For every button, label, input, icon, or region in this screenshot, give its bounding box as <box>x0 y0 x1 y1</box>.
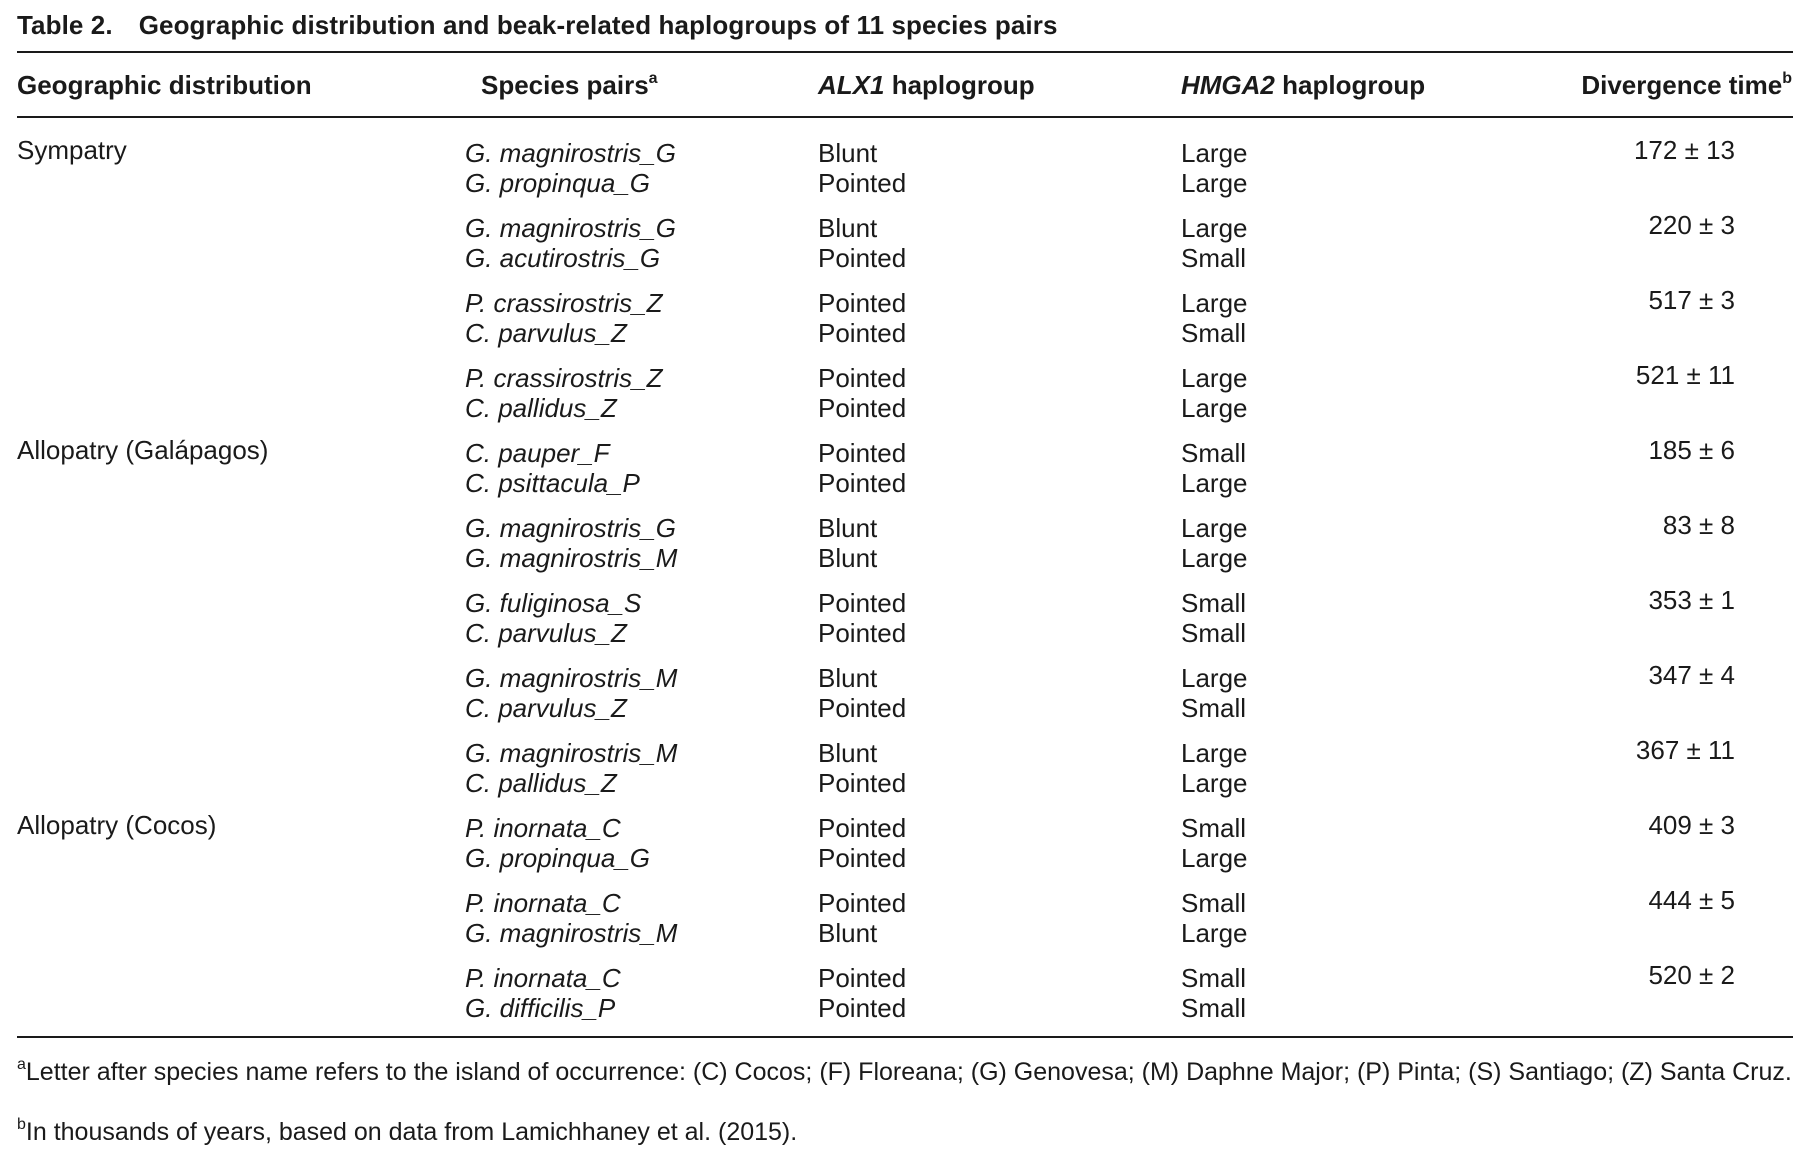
alx1-cell: Pointed <box>818 363 907 393</box>
divergence-cell: 172 ± 13 <box>1633 135 1735 165</box>
hmga2-cell: Large <box>1181 288 1248 318</box>
species-cell: G. propinqua_G <box>465 168 651 198</box>
alx1-cell: Pointed <box>818 618 907 648</box>
hmga2-cell: Large <box>1181 468 1248 498</box>
hmga2-cell: Large <box>1181 843 1248 873</box>
hmga2-cell: Large <box>1181 918 1248 948</box>
alx1-cell: Pointed <box>818 813 907 843</box>
hmga2-cell: Small <box>1181 618 1247 648</box>
divergence-cell: 409 ± 3 <box>1648 810 1735 840</box>
species-cell: P. crassirostris_Z <box>465 288 663 318</box>
alx1-cell: Pointed <box>818 288 907 318</box>
species-cell: C. pallidus_Z <box>465 393 617 423</box>
species-cell: G. fuliginosa_S <box>465 588 642 618</box>
hmga2-cell: Large <box>1181 213 1248 243</box>
header-species-pairs: Species pairs$^a$ <box>481 70 658 100</box>
divergence-cell: 353 ± 1 <box>1648 585 1735 615</box>
hmga2-cell: Small <box>1181 813 1247 843</box>
hmga2-cell: Large <box>1181 768 1248 798</box>
hmga2-cell: Large <box>1181 393 1248 423</box>
divergence-cell: 367 ± 11 <box>1635 735 1735 765</box>
species-cell: G. acutirostris_G <box>465 243 661 273</box>
hmga2-cell: Small <box>1181 888 1247 918</box>
species-cell: C. pauper_F <box>465 438 610 468</box>
alx1-cell: Pointed <box>818 588 907 618</box>
divergence-cell: 521 ± 11 <box>1635 360 1735 390</box>
footnote-a: $^a$Letter after species name refers to the island of occurrence: (C) Cocos; (F) Floreana; (G) Genovesa; (M) Daphne Major; (P) Pinta; (S) Santiago; (Z) Santa Cruz. <box>17 1056 1792 1086</box>
alx1-cell: Pointed <box>818 243 907 273</box>
alx1-cell: Pointed <box>818 393 907 423</box>
header-divergence-time: Divergence time$^b$ <box>1581 70 1792 100</box>
alx1-cell: Pointed <box>818 468 907 498</box>
alx1-cell: Pointed <box>818 318 907 348</box>
alx1-cell: Blunt <box>818 543 878 573</box>
species-cell: C. pallidus_Z <box>465 768 617 798</box>
species-cell: G. difficilis_P <box>465 993 616 1023</box>
alx1-cell: Blunt <box>818 138 878 168</box>
hmga2-cell: Large <box>1181 543 1248 573</box>
hmga2-cell: Large <box>1181 738 1248 768</box>
species-cell: C. psittacula_P <box>465 468 640 498</box>
hmga2-cell: Large <box>1181 513 1248 543</box>
alx1-cell: Blunt <box>818 663 878 693</box>
alx1-cell: Blunt <box>818 513 878 543</box>
species-cell: P. inornata_C <box>465 888 621 918</box>
table-label: Table 2. <box>17 10 113 40</box>
alx1-cell: Pointed <box>818 438 907 468</box>
footnote-marker-b: b <box>1782 70 1792 87</box>
species-cell: G. magnirostris_M <box>465 918 678 948</box>
hmga2-cell: Small <box>1181 588 1247 618</box>
alx1-cell: Blunt <box>818 213 878 243</box>
alx1-cell: Pointed <box>818 693 907 723</box>
hmga2-cell: Small <box>1181 243 1247 273</box>
divergence-cell: 520 ± 2 <box>1648 960 1735 990</box>
species-cell: P. inornata_C <box>465 813 621 843</box>
hmga2-cell: Small <box>1181 963 1247 993</box>
header-geographic-distribution: Geographic distribution <box>17 70 312 100</box>
distribution-cell: Sympatry <box>17 135 127 165</box>
footnote-marker-a: a <box>648 70 658 87</box>
alx1-cell: Pointed <box>818 768 907 798</box>
species-cell: G. magnirostris_G <box>465 138 676 168</box>
species-cell: P. crassirostris_Z <box>465 363 663 393</box>
alx1-cell: Pointed <box>818 168 907 198</box>
alx1-cell: Blunt <box>818 738 878 768</box>
alx1-cell: Blunt <box>818 918 878 948</box>
species-cell: G. magnirostris_G <box>465 513 676 543</box>
species-cell: G. magnirostris_M <box>465 543 678 573</box>
divergence-cell: 444 ± 5 <box>1648 885 1735 915</box>
hmga2-cell: Small <box>1181 993 1247 1023</box>
hmga2-cell: Large <box>1181 138 1248 168</box>
species-cell: G. magnirostris_M <box>465 663 678 693</box>
divergence-cell: 517 ± 3 <box>1648 285 1735 315</box>
hmga2-cell: Small <box>1181 318 1247 348</box>
species-cell: P. inornata_C <box>465 963 621 993</box>
hmga2-cell: Small <box>1181 693 1247 723</box>
alx1-cell: Pointed <box>818 888 907 918</box>
distribution-cell: Allopatry (Cocos) <box>17 810 217 840</box>
alx1-cell: Pointed <box>818 963 907 993</box>
species-cell: C. parvulus_Z <box>465 693 627 723</box>
footnote-b: $^b$In thousands of years, based on data from Lamichhaney et al. (2015). <box>17 1116 798 1146</box>
species-cell: G. magnirostris_M <box>465 738 678 768</box>
divergence-cell: 185 ± 6 <box>1648 435 1735 465</box>
alx1-cell: Pointed <box>818 843 907 873</box>
table-title: Geographic distribution and beak-related haplogroups of 11 species pairs <box>138 10 1058 40</box>
header-alx1-haplogroup: ALX1 haplogroup <box>818 70 1035 100</box>
divergence-cell: 83 ± 8 <box>1662 510 1735 540</box>
hmga2-cell: Large <box>1181 168 1248 198</box>
divergence-cell: 220 ± 3 <box>1648 210 1735 240</box>
hmga2-cell: Large <box>1181 663 1248 693</box>
species-cell: C. parvulus_Z <box>465 318 627 348</box>
header-hmga2-haplogroup: HMGA2 haplogroup <box>1181 70 1426 100</box>
divergence-cell: 347 ± 4 <box>1648 660 1735 690</box>
distribution-cell: Allopatry (Galápagos) <box>17 435 269 465</box>
hmga2-cell: Small <box>1181 438 1247 468</box>
hmga2-cell: Large <box>1181 363 1248 393</box>
species-cell: C. parvulus_Z <box>465 618 627 648</box>
bottom-rule <box>17 1036 1793 1038</box>
alx1-cell: Pointed <box>818 993 907 1023</box>
species-cell: G. magnirostris_G <box>465 213 676 243</box>
species-cell: G. propinqua_G <box>465 843 651 873</box>
